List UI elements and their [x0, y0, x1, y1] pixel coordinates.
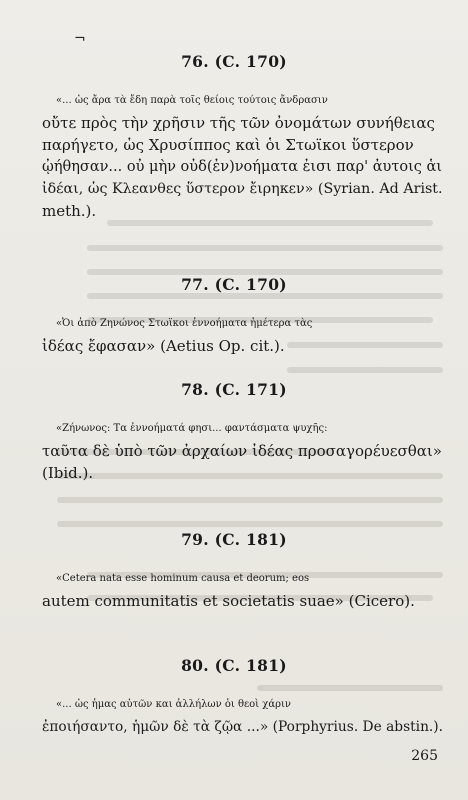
quotation-text [0, 568, 468, 612]
section-heading: 79. (C. 181) [181, 530, 287, 549]
text-line: οὔτε πρὸς τὴν χρῆσιν τῆς τῶν ὀνομάτων συνήθειας [42, 114, 435, 132]
text-line: παρήγετο, ὡς Χρυσίππος καὶ ὁι Στωϊκοι ὕστερον [42, 136, 414, 154]
text-line: «Ὀι ἀπὸ Ζηνώνος Στωϊκοι ἐννοήματα ἡμέτερα τὰς [56, 318, 313, 329]
section-80 [0, 656, 468, 738]
stray-mark: ¬ [74, 31, 86, 47]
text-line: ἐποιήσαντο, ἡμῶν δὲ τὰ ζῷα ...» (Porphyrius. De abstin.). [42, 719, 444, 735]
section-76 [0, 52, 468, 222]
quotation-text [0, 418, 468, 484]
text-line: ἰδέας ἔφασαν» (Aetius Op. cit.). [42, 337, 285, 355]
section-79 [0, 530, 468, 612]
text-line: meth.). [42, 202, 97, 220]
section-78 [0, 380, 468, 484]
section-heading: 76. (C. 170) [181, 52, 287, 71]
text-line: «Ζήνωνος: Τα ἐννοήματά φησι... φαντάσματα ψυχῆς: [56, 423, 328, 434]
section-77 [0, 275, 468, 357]
text-line: autem communitatis et societatis suae» (Cicero). [42, 592, 415, 610]
text-line: (Ibid.). [42, 464, 94, 482]
text-line: ᾠήθησαν... οὐ μὴν οὐδ(ἐν)νοήματα ἐισι παρ' ἀυτοις ἁι [42, 159, 442, 175]
text-line: ἰδέαι, ὡς Κλεανθες ὕστερον ἔιρηκεν» (Syrian. Ad Arist. [42, 181, 443, 197]
section-heading: 78. (C. 171) [181, 380, 287, 399]
quotation-text [0, 694, 468, 738]
quotation-text [0, 90, 468, 222]
page-number: 265 [411, 748, 438, 764]
quotation-text [0, 313, 468, 357]
text-line: «... ὡς ἡμας αὐτῶν και ἀλλήλων ὁι θεοὶ χάριν [56, 699, 291, 710]
text-line: ταῦτα δὲ ὑπὸ τῶν ἀρχαίων ἰδέας προσαγορέυεσθαι» [42, 442, 442, 460]
text-line: «... ὡς ἄρα τὰ ἔδη παρὰ τοῖς θείοις τούτοις ἄνδρασιν [56, 95, 328, 106]
text-line: «Cetera nata esse hominum causa et deorum; eos [56, 573, 310, 584]
section-heading: 77. (C. 170) [181, 275, 287, 294]
section-heading: 80. (C. 181) [181, 656, 287, 675]
